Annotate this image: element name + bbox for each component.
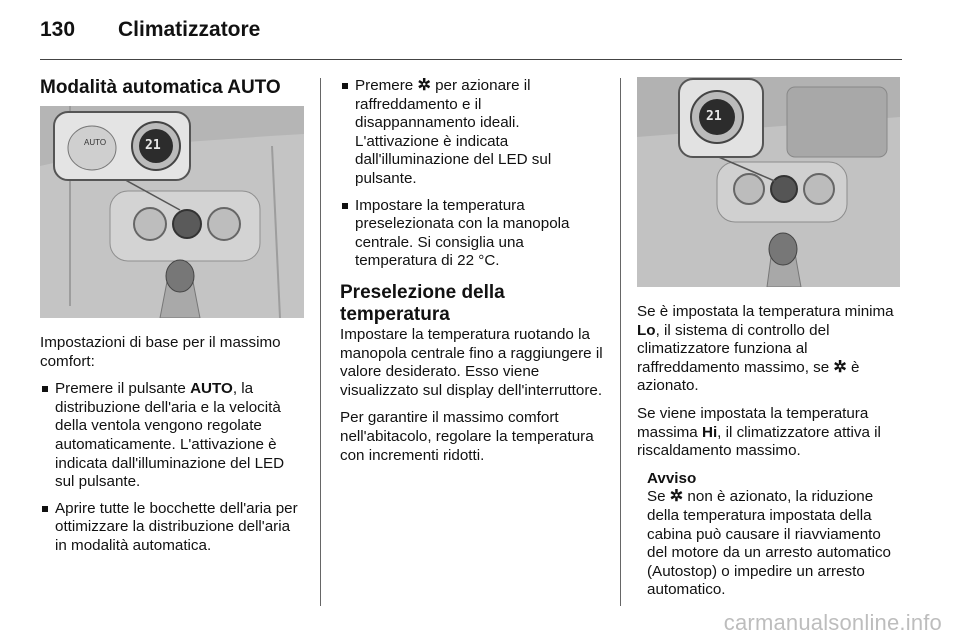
min-temp-paragraph <box>637 303 905 396</box>
bold-auto: AUTO <box>190 380 233 398</box>
bullet-text: per azionare il raffreddamento e il disappannamento ideali. L'attivazione è indicata dall'illuminazione del LED sul pulsante. <box>355 77 552 187</box>
text: Se è impostata la temperatura minima <box>637 303 894 320</box>
preselection-paragraph-2: Per garantire il massimo comfort nell'abitacolo, regolare la temperatura con incrementi ridotti. <box>340 409 594 464</box>
fan-icon: ✲ <box>669 488 684 506</box>
column-1 <box>40 77 306 99</box>
bold-hi: Hi <box>701 423 718 441</box>
bold-lo: Lo <box>637 321 656 339</box>
intro-paragraph: Impostazioni di base per il massimo comfort: <box>40 334 281 370</box>
bullet-text: Premere <box>355 77 418 94</box>
text: Se <box>647 488 670 506</box>
figure-auto-mode <box>40 106 304 318</box>
text: è azionato. <box>637 358 860 395</box>
temperature-display: 21 <box>706 109 722 124</box>
bullet-air-vents: Aprire tutte le bocchette dell'aria per ottimizzare la distribuzione dell'aria in modalità automatica. <box>40 500 306 556</box>
text: non è azionato, la riduzione della temperatura impostata della cabina può causare il riavviamento del motore da un arresto automatico (Autostop) o impedire un arresto automatico. <box>647 488 891 599</box>
center-console-illustration <box>637 77 900 287</box>
header-rule <box>40 59 902 60</box>
bullet-auto-button <box>40 380 306 492</box>
page-title: Climatizzatore <box>118 18 261 41</box>
fan-icon: ✲ <box>833 358 847 376</box>
column-2 <box>340 77 604 474</box>
auto-button-label: AUTO <box>84 138 107 147</box>
column-divider-1 <box>320 78 321 606</box>
section-heading-auto: Modalità automatica AUTO <box>40 77 281 98</box>
text: Se viene impostata la temperatura massima <box>637 404 869 441</box>
column-1-text <box>40 334 306 564</box>
preselection-paragraph-1: Impostare la temperatura ruotando la manopola centrale fino a raggiungere il valore desiderato. Esso viene visualizzato sul display dell'interruttore. <box>340 325 603 399</box>
text: , il climatizzatore attiva il riscaldamento massimo. <box>637 423 881 460</box>
section-heading-preselection: Preselezione della temperatura <box>340 281 505 325</box>
max-temp-paragraph <box>637 405 905 461</box>
notice-title: Avviso <box>647 469 697 487</box>
temperature-display: 21 <box>145 138 161 153</box>
climate-panel-illustration <box>40 106 304 318</box>
bullet-fan-button <box>340 77 604 189</box>
bullet-temperature: Impostare la temperatura preselezionata con la manopola centrale. Si consiglia una temperatura di 22 °C. <box>340 197 604 271</box>
column-divider-2 <box>620 78 621 606</box>
text: , il sistema di controllo del climatizzatore funziona al raffreddamento massimo, se <box>637 321 834 376</box>
fan-icon: ✲ <box>417 77 431 94</box>
column-3-text <box>637 303 905 600</box>
bullet-text: Premere il pulsante <box>55 380 191 398</box>
bullet-text: , la distribuzione dell'aria e la velocità della ventola vengono regolate automaticamente. L'attivazione è indicata dall'illuminazione del LED sul pulsante. <box>55 380 285 491</box>
notice-box <box>637 470 905 600</box>
watermark: carmanualsonline.info <box>723 610 942 635</box>
page-number: 130 <box>40 18 76 41</box>
figure-center-knob <box>637 77 900 287</box>
